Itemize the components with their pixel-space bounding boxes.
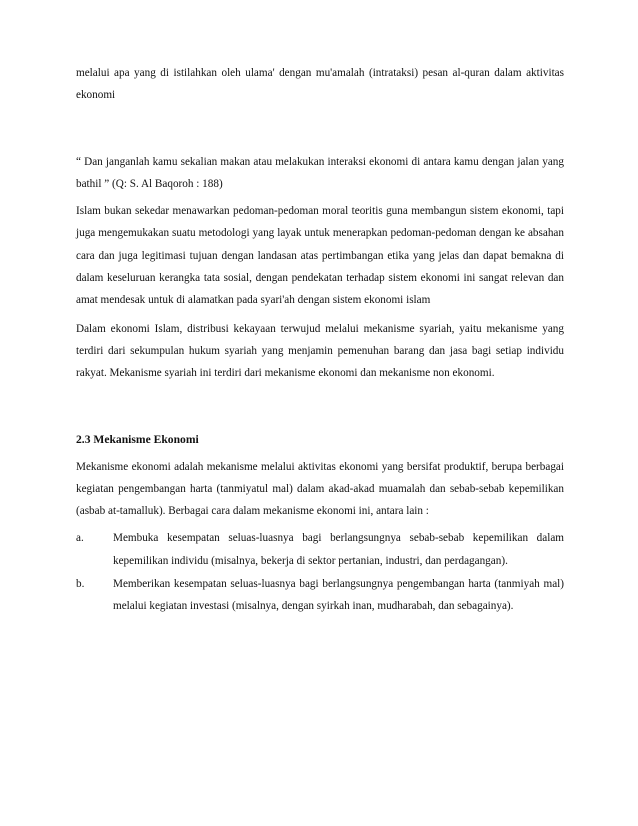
document-page: [76, 62, 564, 618]
list-marker: b.: [76, 578, 85, 591]
paragraph-intro: melalui apa yang di istilahkan oleh ulama' dengan mu'amalah (intrataksi) pesan al-quran dalam aktivitas ekonomi: [76, 67, 564, 102]
paragraph-distribusi: Dalam ekonomi Islam, distribusi kekayaan terwujud melalui mekanisme syariah, yaitu mekanisme yang terdiri dari sekumpulan hukum syariah yang menjamin pemenuhan barang dan jasa bagi setiap individu rakyat. Mekanisme syariah ini terdiri dari mekanisme ekonomi dan mekanisme non ekonomi.: [76, 322, 564, 380]
list-item-text: Membuka kesempatan seluas-luasnya bagi berlangsungnya sebab-sebab kepemilikan dalam kepemilikan individu (misalnya, bekerja di sektor pertanian, industri, dan perdagangan).: [113, 532, 564, 567]
paragraph-quote: “ Dan janganlah kamu sekalian makan atau melakukan interaksi ekonomi di antara kamu dengan jalan yang bathil ” (Q: S. Al Baqoroh : 188): [76, 155, 564, 190]
section-heading: 2.3 Mekanisme Ekonomi: [76, 432, 199, 446]
section-body: Mekanisme ekonomi adalah mekanisme melalui aktivitas ekonomi yang bersifat produktif, berupa berbagai kegiatan pengembangan harta (tanmiyatul mal) dalam akad-akad muamalah dan sebab-sebab kepemilikan (asbab at-tamalluk). Berbagai cara dalam mekanisme ekonomi ini, antara lain :: [76, 460, 564, 518]
list-item: [76, 527, 564, 572]
paragraph-islam: Islam bukan sekedar menawarkan pedoman-pedoman moral teoritis guna membangun sistem ekonomi, tapi juga mengemukakan suatu metodologi yang layak untuk menerapkan pedoman-pedoman dengan ke absahan cara dan juga legitimasi tujuan dengan landasan atas pertimbangan etika yang jelas dan dapat bemakna di dalam keseluruan kerangka tata sosial, dengan pendekatan terhadap sistem ekonomi ini sangat relevan dan amat mendesak untuk di alamatkan pada syari'ah dengan sistem ekonomi islam: [76, 205, 564, 307]
list-item: [76, 573, 564, 618]
list-marker: a.: [76, 532, 84, 545]
list-item-text: Memberikan kesempatan seluas-luasnya bagi berlangsungnya pengembangan harta (tanmiyah mal) melalui kegiatan investasi (misalnya, dengan syirkah inan, mudharabah, dan sebagainya).: [113, 578, 564, 613]
